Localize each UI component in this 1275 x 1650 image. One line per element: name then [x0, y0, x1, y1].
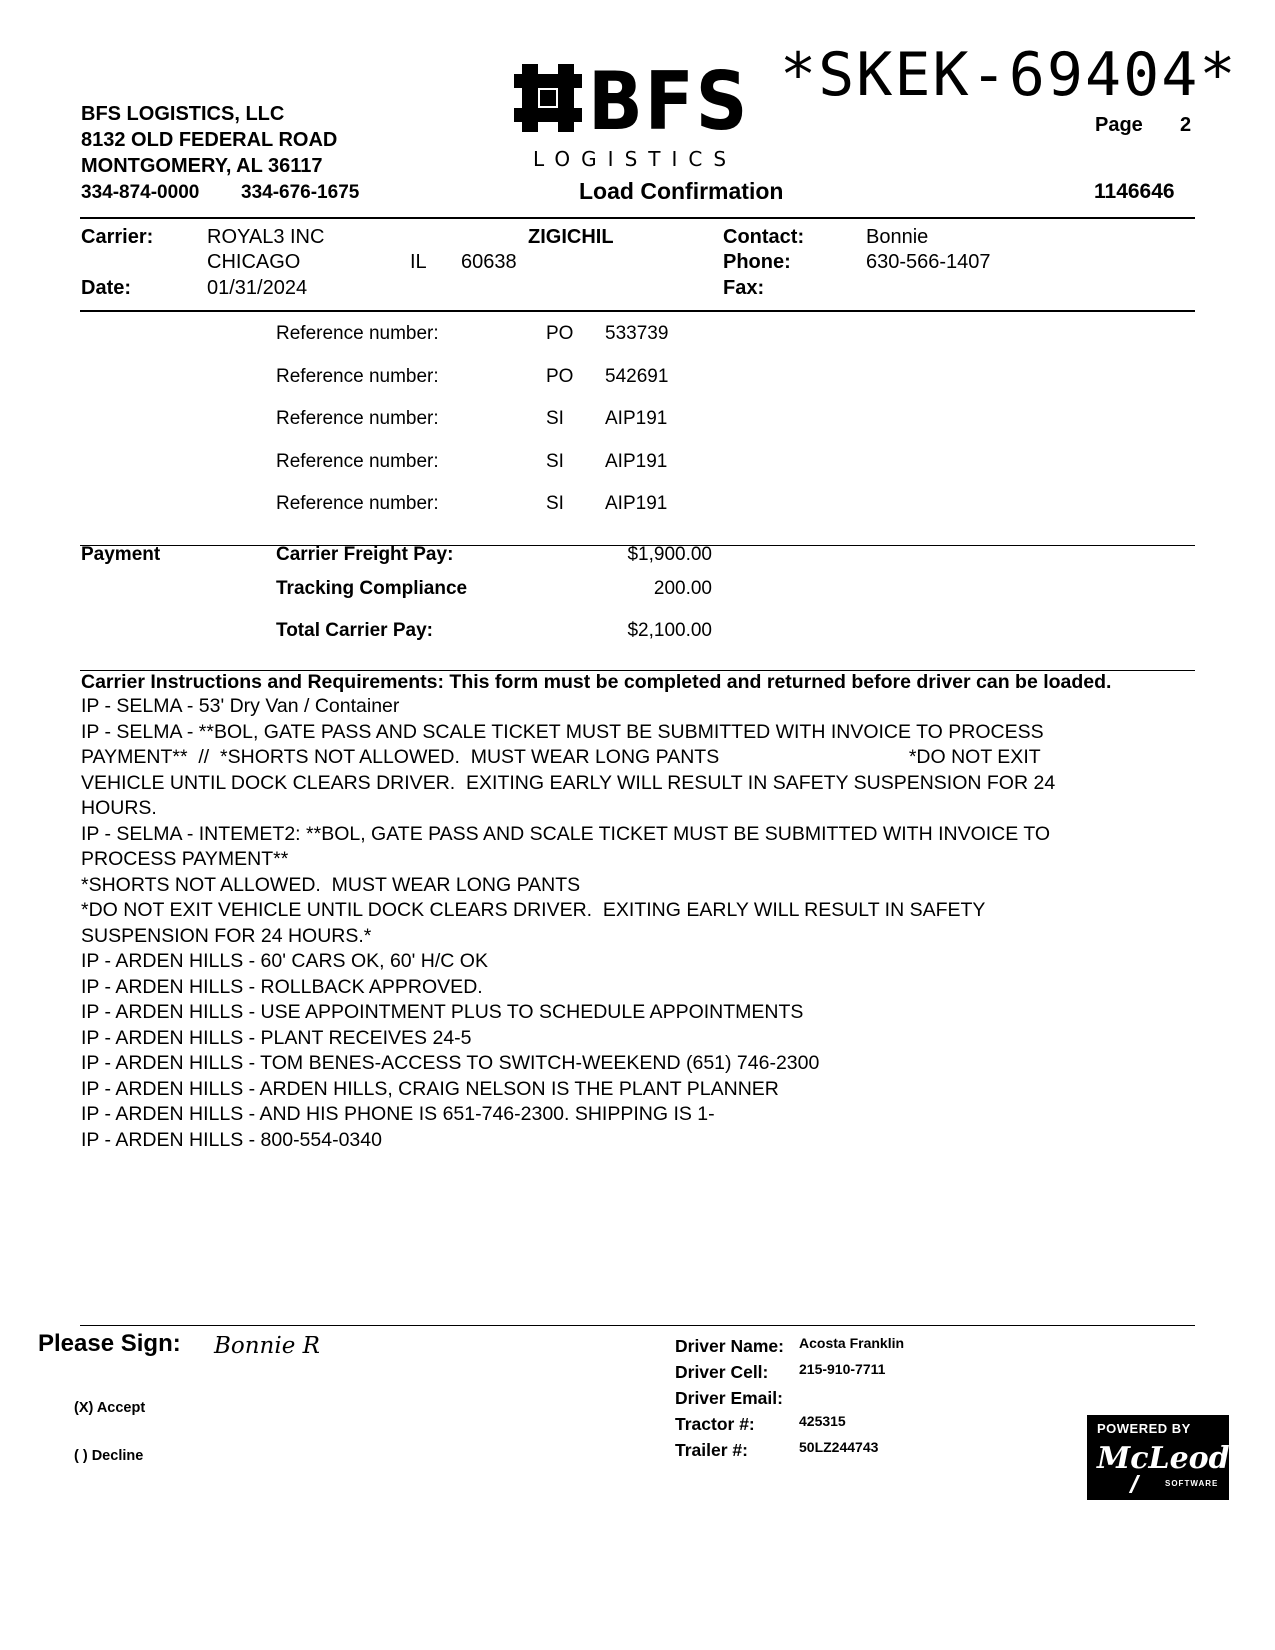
- instructions-body: [81, 694, 1191, 1153]
- instruction-line: PAYMENT** // *SHORTS NOT ALLOWED. MUST WEAR LONG PANTS *DO NOT EXIT: [81, 746, 1041, 768]
- tractor-label: Tractor #:: [675, 1414, 755, 1434]
- company-phone-1: 334-874-0000: [81, 182, 200, 203]
- page-number: 2: [1180, 114, 1192, 136]
- instruction-line: IP - ARDEN HILLS - ROLLBACK APPROVED.: [81, 975, 483, 998]
- carrier-name: ROYAL3 INC: [207, 226, 325, 248]
- accept-option[interactable]: (X) Accept: [74, 1400, 146, 1416]
- contact-label: Contact:: [723, 226, 805, 248]
- mcleod-slash-icon: [1129, 1475, 1140, 1493]
- page-label: Page: [1095, 114, 1143, 136]
- instruction-line: IP - ARDEN HILLS - PLANT RECEIVES 24-5: [81, 1026, 472, 1049]
- carrier-zip: 60638: [461, 251, 517, 273]
- instruction-line: *DO NOT EXIT VEHICLE UNTIL DOCK CLEARS DRIVER. EXITING EARLY WILL RESULT IN SAFETY: [81, 899, 986, 921]
- driver-cell-label: Driver Cell:: [675, 1362, 769, 1382]
- total-pay-label: Total Carrier Pay:: [276, 620, 433, 641]
- mcleod-brand: McLeod: [1097, 1441, 1230, 1476]
- reference-label: Reference number:: [276, 408, 439, 429]
- decline-option[interactable]: ( ) Decline: [74, 1448, 144, 1464]
- freight-pay-amount: $1,900.00: [627, 544, 712, 565]
- company-name: BFS LOGISTICS, LLC: [81, 103, 285, 125]
- reference-type: SI: [546, 493, 564, 514]
- reference-label: Reference number:: [276, 451, 439, 472]
- signature-value[interactable]: Bonnie R: [214, 1333, 320, 1359]
- instruction-line: SUSPENSION FOR 24 HOURS.*: [81, 924, 372, 947]
- tracking-compliance-label: Tracking Compliance: [276, 578, 468, 599]
- powered-by-text: POWERED BY: [1097, 1421, 1191, 1436]
- please-sign-label: Please Sign:: [38, 1330, 181, 1357]
- software-text: SOFTWARE: [1165, 1479, 1219, 1488]
- instruction-line: IP - SELMA - **BOL, GATE PASS AND SCALE TICKET MUST BE SUBMITTED WITH INVOICE TO PROCESS: [81, 720, 1044, 743]
- carrier-code: ZIGICHIL: [528, 226, 614, 248]
- reference-value: AIP191: [605, 408, 668, 429]
- reference-type: SI: [546, 408, 564, 429]
- tractor-value: 425315: [799, 1413, 846, 1429]
- reference-type: PO: [546, 366, 574, 387]
- trailer-label: Trailer #:: [675, 1440, 748, 1460]
- barcode-text: *SKEK-69404*: [780, 40, 1238, 110]
- phone-value: 630-566-1407: [866, 251, 991, 273]
- logo-wordmark: BFS: [588, 55, 750, 148]
- instruction-line: IP - ARDEN HILLS - ARDEN HILLS, CRAIG NELSON IS THE PLANT PLANNER: [81, 1077, 779, 1100]
- load-number: 1146646: [1094, 180, 1175, 203]
- instructions-header: Carrier Instructions and Requirements: This form must be completed and returned before driver can be loaded.: [81, 671, 1112, 693]
- instruction-line: IP - ARDEN HILLS - USE APPOINTMENT PLUS TO SCHEDULE APPOINTMENTS: [81, 1001, 804, 1023]
- carrier-label: Carrier:: [81, 226, 154, 248]
- reference-type: SI: [546, 451, 564, 472]
- company-phone-2: 334-676-1675: [241, 182, 360, 203]
- carrier-state: IL: [410, 251, 427, 273]
- reference-value: 542691: [605, 366, 669, 387]
- company-address-line2: MONTGOMERY, AL 36117: [81, 155, 323, 177]
- contact-value: Bonnie: [866, 226, 929, 248]
- bfs-logo-mark-icon: [512, 62, 584, 134]
- reference-value: AIP191: [605, 493, 668, 514]
- instruction-line: IP - ARDEN HILLS - TOM BENES-ACCESS TO SWITCH-WEEKEND (651) 746-2300: [81, 1052, 820, 1074]
- carrier-divider: [80, 310, 1195, 312]
- phone-label: Phone:: [723, 251, 791, 273]
- reference-label: Reference number:: [276, 366, 439, 387]
- instruction-line: *SHORTS NOT ALLOWED. MUST WEAR LONG PANTS: [81, 873, 581, 896]
- driver-name-label: Driver Name:: [675, 1336, 784, 1356]
- instruction-line: IP - ARDEN HILLS - 60' CARS OK, 60' H/C OK: [81, 950, 488, 972]
- reference-value: 533739: [605, 323, 669, 344]
- instruction-line: IP - SELMA - INTEMET2: **BOL, GATE PASS AND SCALE TICKET MUST BE SUBMITTED WITH INVOICE TO: [81, 822, 1051, 845]
- reference-value: AIP191: [605, 451, 668, 472]
- header-divider: [80, 217, 1195, 219]
- freight-pay-label: Carrier Freight Pay:: [276, 544, 454, 565]
- total-pay-amount: $2,100.00: [627, 620, 712, 641]
- logo-subtitle: LOGISTICS: [533, 147, 738, 171]
- instruction-line: PROCESS PAYMENT**: [81, 848, 289, 870]
- instruction-line: IP - ARDEN HILLS - 800-554-0340: [81, 1128, 382, 1151]
- fax-label: Fax:: [723, 277, 765, 299]
- carrier-city: CHICAGO: [207, 251, 301, 273]
- document-title: Load Confirmation: [579, 178, 784, 204]
- driver-cell-value: 215-910-7711: [799, 1361, 886, 1377]
- driver-name-value: Acosta Franklin: [799, 1335, 905, 1351]
- instruction-line: IP - ARDEN HILLS - AND HIS PHONE IS 651-746-2300. SHIPPING IS 1-: [81, 1103, 715, 1125]
- tracking-compliance-amount: 200.00: [653, 578, 712, 599]
- reference-label: Reference number:: [276, 323, 439, 344]
- payment-label: Payment: [81, 544, 161, 565]
- trailer-value: 50LZ244743: [799, 1439, 879, 1455]
- reference-label: Reference number:: [276, 493, 439, 514]
- date-label: Date:: [81, 277, 132, 299]
- signature-divider: [80, 1325, 1195, 1326]
- driver-email-label: Driver Email:: [675, 1388, 783, 1408]
- date-value: 01/31/2024: [207, 277, 308, 299]
- reference-type: PO: [546, 323, 574, 344]
- instruction-line: IP - SELMA - 53' Dry Van / Container: [81, 695, 400, 717]
- company-address-line1: 8132 OLD FEDERAL ROAD: [81, 129, 338, 151]
- instruction-line: HOURS.: [81, 797, 157, 819]
- mcleod-logo: [1087, 1415, 1229, 1500]
- instruction-line: VEHICLE UNTIL DOCK CLEARS DRIVER. EXITING EARLY WILL RESULT IN SAFETY SUSPENSION FOR 24: [81, 771, 1056, 794]
